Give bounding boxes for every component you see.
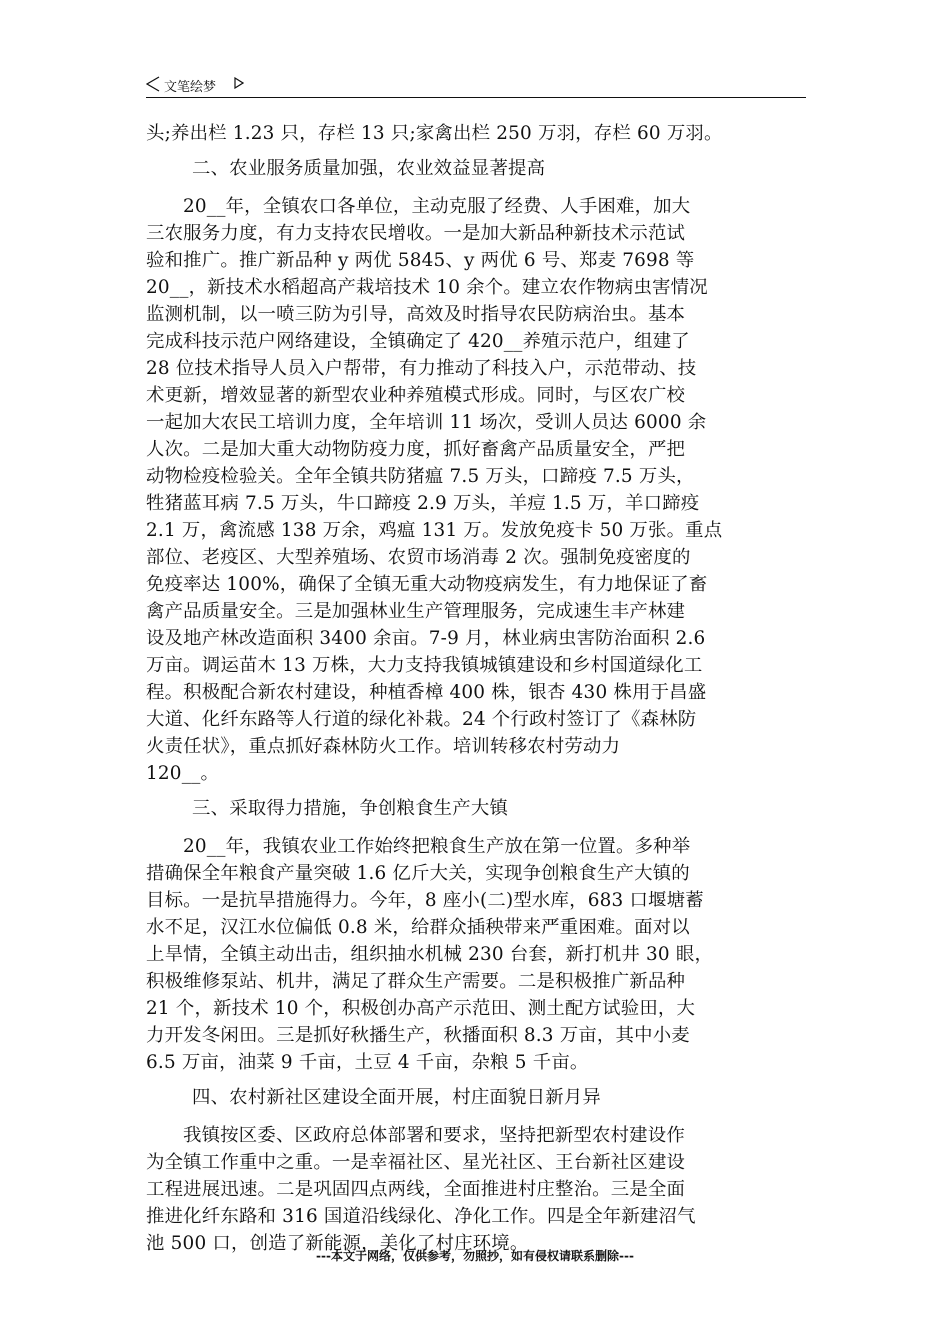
page-header [146, 74, 806, 98]
text-line: 工程进展迅速。二是巩固四点两线，全面推进村庄整治。三是全面 [146, 1179, 686, 1200]
text-line: 完成科技示范户网络建设，全镇确定了 420__养殖示范户，组建了 [146, 331, 690, 352]
section-heading: 三、采取得力措施，争创粮食生产大镇 [192, 798, 509, 819]
left-triangle-icon [146, 76, 160, 92]
text-line: 禽产品质量安全。三是加强林业生产管理服务，完成速生丰产林建 [146, 601, 686, 622]
text-line: 力开发冬闲田。三是抓好秋播生产，秋播面积 8.3 万亩，其中小麦 [146, 1025, 690, 1046]
text-line: 三农服务力度，有力支持农民增收。一是加大新品种新技术示范试 [146, 223, 686, 244]
text-line: 人次。二是加大重大动物防疫力度，抓好畜禽产品质量安全，严把 [146, 439, 686, 460]
text-line: 程。积极配合新农村建设，种植香樟 400 株，银杏 430 株用于昌盛 [146, 682, 707, 703]
header-divider [146, 97, 806, 98]
text-line: 上旱情，全镇主动出击，组织抽水机械 230 台套，新打机井 30 眼， [146, 944, 714, 965]
text-line: 20__，新技术水稻超高产栽培技术 10 余个。建立农作物病虫害情况 [146, 277, 708, 298]
text-line: 部位、老疫区、大型养殖场、农贸市场消毒 2 次。强制免疫密度的 [146, 547, 691, 568]
text-line: 火责任状》，重点抓好森林防火工作。培训转移农村劳动力 [146, 736, 621, 757]
text-line: 池 500 口，创造了新能源，美化了村庄环境。 [146, 1233, 529, 1254]
text-line: 措确保全年粮食产量突破 1.6 亿斤大关，实现争创粮食生产大镇的 [146, 863, 690, 884]
text-line: 120__。 [146, 763, 220, 784]
text-line: 设及地产林改造面积 3400 余亩。7-9 月，林业病虫害防治面积 2.6 [146, 628, 706, 649]
text-line: 2.1 万，禽流感 138 万余，鸡瘟 131 万。发放免疫卡 50 万张。重点 [146, 520, 723, 541]
text-line: 28 位技术指导人员入户帮带，有力推动了科技入户，示范带动、技 [146, 358, 697, 379]
footer-notice: ---本文于网络，仅供参考，勿照抄，如有侵权请联系删除--- [316, 1249, 634, 1263]
text-line: 免疫率达 100%，确保了全镇无重大动物疫病发生，有力地保证了畜 [146, 574, 708, 595]
text-line: 大道、化纤东路等人行道的绿化补栽。24 个行政村签订了《森林防 [146, 709, 697, 730]
right-triangle-icon [234, 77, 244, 89]
text-line: 21 个，新技术 10 个，积极创办高产示范田、测土配方试验田，大 [146, 998, 696, 1019]
text-line: 目标。一是抗旱措施得力。今年，8 座小(二)型水库，683 口堰塘蓄 [146, 890, 704, 911]
text-line: 20__年，我镇农业工作始终把粮食生产放在第一位置。多种举 [183, 836, 691, 857]
text-line: 推进化纤东路和 316 国道沿线绿化、净化工作。四是全年新建沼气 [146, 1206, 696, 1227]
site-name: 文笔绘梦 [164, 80, 217, 95]
text-line: 水不足，汉江水位偏低 0.8 米，给群众插秧带来严重困难。面对以 [146, 917, 690, 938]
section-heading: 四、农村新社区建设全面开展，村庄面貌日新月异 [192, 1087, 601, 1108]
text-line: 万亩。调运苗木 13 万株，大力支持我镇城镇建设和乡村国道绿化工 [146, 655, 703, 676]
text-line: 牲猪蓝耳病 7.5 万头，牛口蹄疫 2.9 万头，羊痘 1.5 万，羊口蹄疫 [146, 493, 700, 514]
text-line: 头;养出栏 1.23 只，存栏 13 只;家禽出栏 250 万羽，存栏 60 万羽。 [146, 123, 723, 144]
text-line: 术更新，增效显著的新型农业种养殖模式形成。同时，与区农广校 [146, 385, 686, 406]
section-heading: 二、农业服务质量加强，农业效益显著提高 [192, 158, 546, 179]
text-line: 20__年，全镇农口各单位，主动克服了经费、人手困难，加大 [183, 196, 691, 217]
text-line: 动物检疫检验关。全年全镇共防猪瘟 7.5 万头，口蹄疫 7.5 万头， [146, 466, 695, 487]
text-line: 监测机制，以一喷三防为引导，高效及时指导农民防病治虫。基本 [146, 304, 686, 325]
text-line: 为全镇工作重中之重。一是幸福社区、星光社区、王台新社区建设 [146, 1152, 686, 1173]
text-line: 我镇按区委、区政府总体部署和要求，坚持把新型农村建设作 [183, 1125, 685, 1146]
text-line: 验和推广。推广新品种 y 两优 5845、y 两优 6 号、郑麦 7698 等 [146, 250, 695, 271]
text-line: 6.5 万亩，油菜 9 千亩，土豆 4 千亩，杂粮 5 千亩。 [146, 1052, 589, 1073]
text-line: 一起加大农民工培训力度，全年培训 11 场次，受训人员达 6000 余 [146, 412, 707, 433]
text-line: 积极维修泵站、机井，满足了群众生产需要。二是积极推广新品种 [146, 971, 686, 992]
